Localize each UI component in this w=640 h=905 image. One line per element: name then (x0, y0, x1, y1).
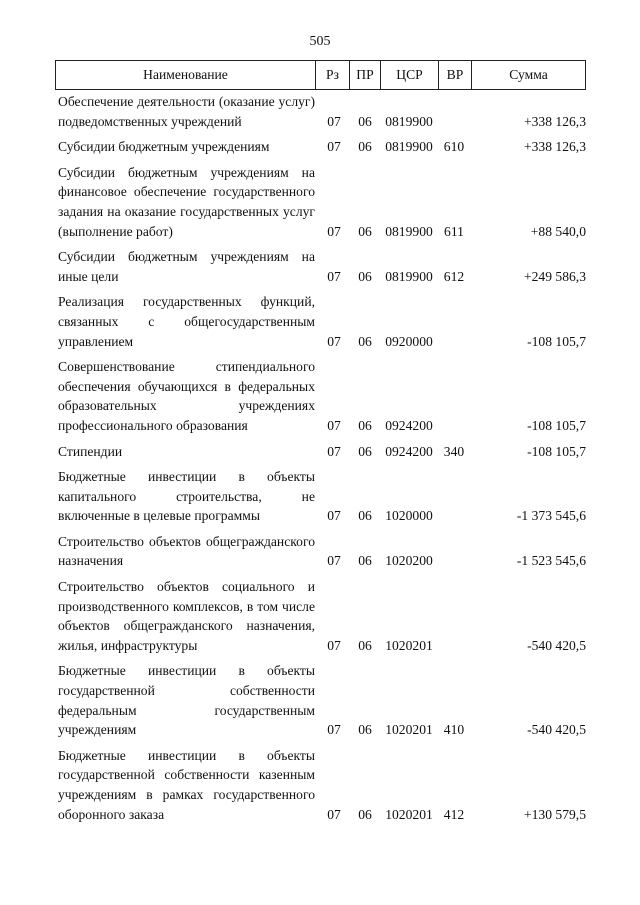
header-rz: Рз (316, 61, 350, 89)
row-csr: 0924200 (385, 443, 433, 459)
row-rz: 07 (327, 417, 341, 433)
row-name: Стипендии (58, 443, 123, 459)
table-row (55, 532, 586, 571)
row-pr: 06 (358, 113, 372, 129)
row-name: Строительство объектов общегражданского назначения (58, 533, 315, 569)
row-name: Реализация государственных функций, связанных с общегосударственным управлением (58, 294, 315, 349)
row-sum: +88 540,0 (530, 223, 586, 239)
row-csr: 0819900 (385, 113, 433, 129)
row-vr: 412 (443, 806, 465, 822)
row-vr: 611 (444, 223, 464, 239)
page-number: 505 (309, 34, 331, 49)
row-sum: -540 420,5 (527, 637, 586, 653)
table-body (55, 92, 586, 830)
row-pr: 06 (358, 722, 372, 738)
header-sum: Сумма (509, 67, 548, 82)
row-rz: 07 (327, 553, 341, 569)
row-pr: 06 (358, 508, 372, 524)
row-sum: -1 523 545,6 (516, 553, 586, 569)
row-rz: 07 (327, 637, 341, 653)
table-header (55, 60, 586, 90)
row-pr: 06 (358, 417, 372, 433)
row-csr: 0920000 (385, 333, 433, 349)
row-sum: -108 105,7 (527, 443, 586, 459)
table-row (55, 357, 586, 435)
row-sum: +130 579,5 (523, 806, 586, 822)
header-pr: ПР (350, 61, 381, 89)
row-csr: 0819900 (385, 139, 433, 155)
table-row (55, 92, 586, 131)
row-sum: -108 105,7 (527, 333, 586, 349)
row-rz: 07 (327, 508, 341, 524)
row-name: Бюджетные инвестиции в объекты государственной собственности казенным учреждениям в рамках государственного оборонного заказа (58, 747, 315, 822)
row-sum: -108 105,7 (527, 417, 586, 433)
table-row (55, 163, 586, 241)
row-rz: 07 (327, 806, 341, 822)
row-pr: 06 (358, 806, 372, 822)
row-name: Обеспечение деятельности (оказание услуг) подведомственных учреждений (58, 94, 315, 129)
table-row (55, 661, 586, 739)
row-sum: +338 126,3 (523, 139, 586, 155)
table-row (55, 746, 586, 824)
row-vr: 612 (443, 268, 465, 284)
row-name: Субсидии бюджетным учреждениям (58, 139, 270, 155)
row-vr: 410 (443, 722, 465, 738)
row-rz: 07 (327, 443, 341, 459)
row-sum: -1 373 545,6 (516, 508, 586, 524)
row-vr: 340 (443, 443, 465, 459)
row-pr: 06 (358, 443, 372, 459)
header-vr: ВР (439, 61, 472, 89)
row-csr: 1020201 (385, 722, 433, 738)
row-rz: 07 (327, 722, 341, 738)
row-pr: 06 (358, 268, 372, 284)
row-csr: 0819900 (385, 223, 433, 239)
row-name: Строительство объектов социального и производственного комплексов, в том числе объектов общегражданского назначения, жилья, инфраструктуры (58, 579, 315, 653)
row-csr: 1020201 (385, 637, 433, 653)
table-row (55, 442, 586, 462)
row-pr: 06 (358, 223, 372, 239)
row-rz: 07 (327, 139, 341, 155)
row-name: Субсидии бюджетным учреждениям на финансовое обеспечение государственного задания на оказание государственных услуг (выполнение работ) (58, 164, 315, 239)
table-row (55, 292, 586, 351)
row-name: Бюджетные инвестиции в объекты государственной собственности федеральным государственным учреждениям (58, 663, 315, 738)
row-name: Субсидии бюджетным учреждениям на иные цели (58, 249, 315, 284)
header-name: Наименование (56, 61, 316, 89)
row-name: Бюджетные инвестиции в объекты капитального строительства, не включенные в целевые программы (58, 469, 315, 524)
row-vr: 610 (443, 139, 465, 155)
row-csr: 1020201 (385, 806, 433, 822)
row-sum: +338 126,3 (523, 113, 586, 129)
header-csr: ЦСР (381, 61, 439, 89)
row-rz: 07 (327, 333, 341, 349)
table-row (55, 137, 586, 157)
row-rz: 07 (327, 113, 341, 129)
row-pr: 06 (358, 139, 372, 155)
table-row (55, 467, 586, 526)
row-sum: +249 586,3 (523, 268, 586, 284)
row-csr: 1020200 (385, 553, 433, 569)
row-pr: 06 (358, 333, 372, 349)
row-sum: -540 420,5 (527, 722, 586, 738)
row-csr: 0924200 (385, 417, 433, 433)
row-pr: 06 (358, 637, 372, 653)
row-csr: 0819900 (385, 268, 433, 284)
row-rz: 07 (327, 268, 341, 284)
table-row (55, 247, 586, 286)
table-row (55, 577, 586, 655)
row-name: Совершенствование стипендиального обеспечения обучающихся в федеральных образовательных учреждениях профессионального образования (58, 359, 315, 433)
row-pr: 06 (358, 553, 372, 569)
row-rz: 07 (327, 223, 341, 239)
row-csr: 1020000 (385, 508, 433, 524)
